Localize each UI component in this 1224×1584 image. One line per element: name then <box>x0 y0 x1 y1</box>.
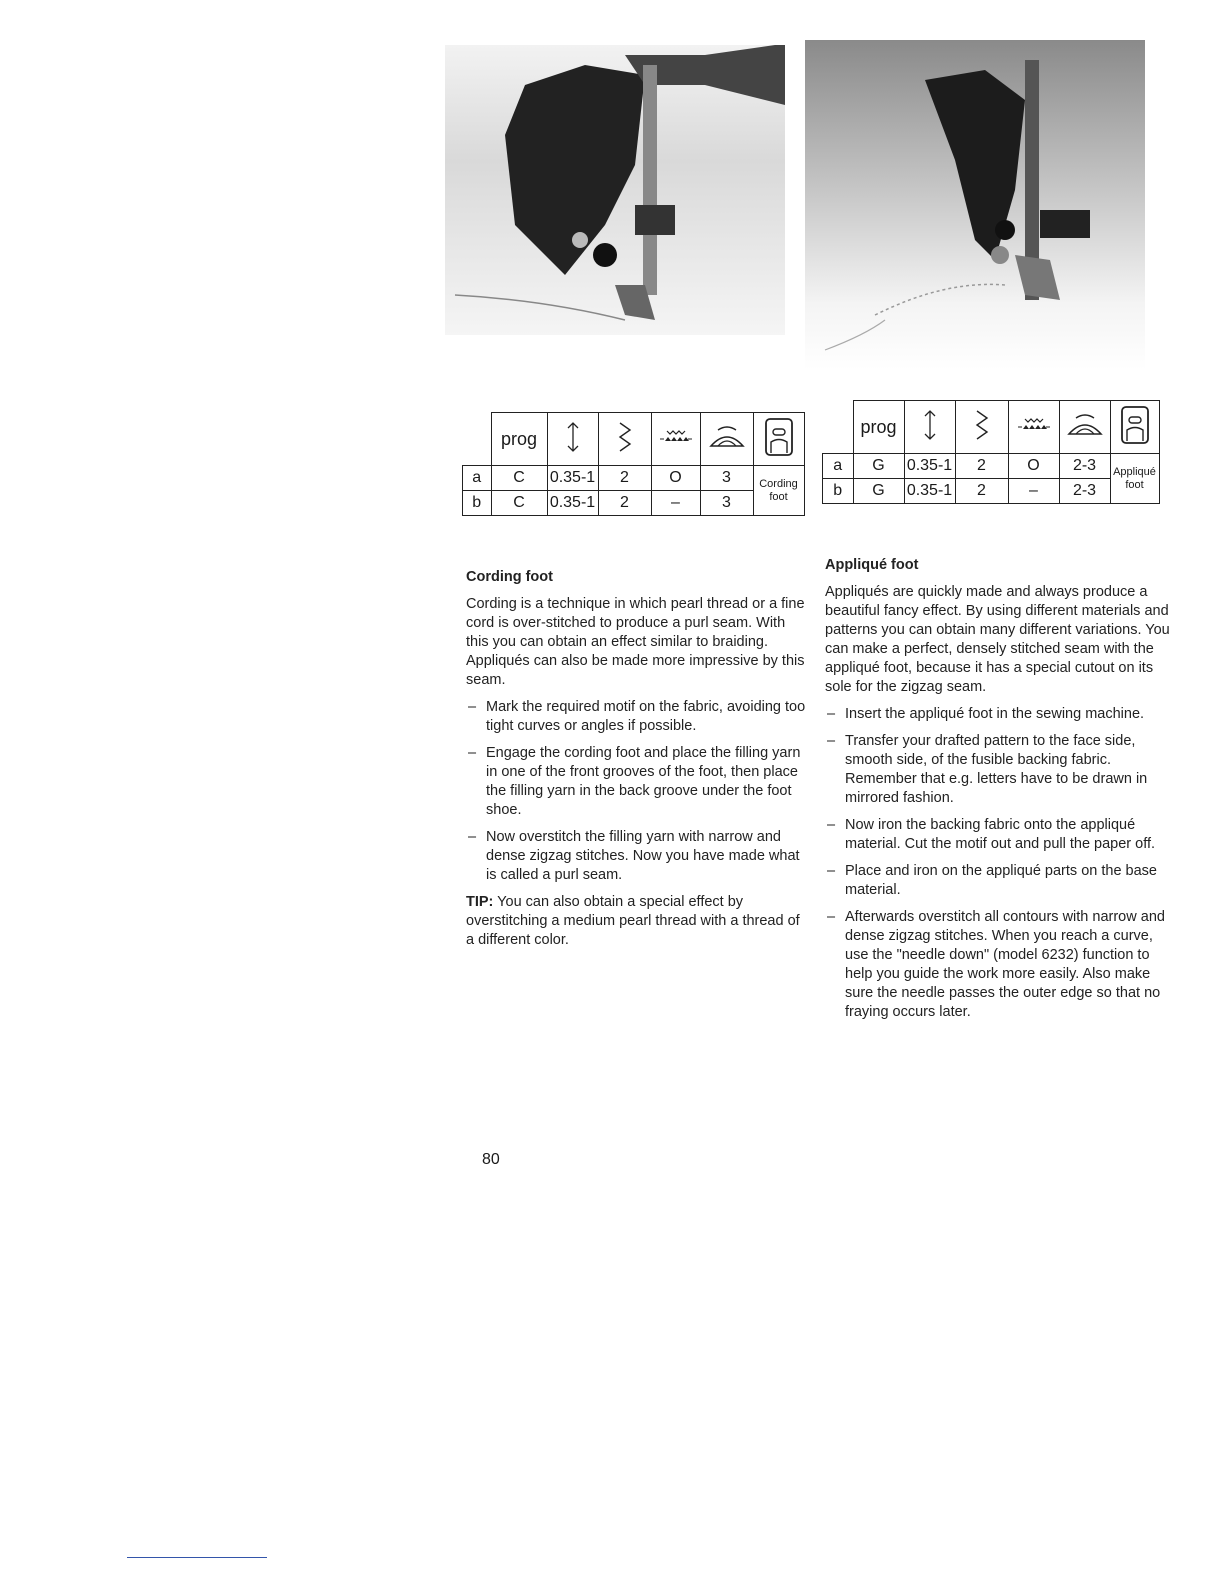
feed-dog-icon <box>651 413 700 466</box>
presser-foot-pressure-icon <box>700 413 753 466</box>
stitch-width-icon <box>955 401 1008 454</box>
applique-foot-section <box>825 556 1170 1030</box>
sewing-machine-illustration <box>445 45 785 335</box>
stitch-length-icon <box>904 401 955 454</box>
table-row <box>823 479 1160 504</box>
prog-header: prog <box>491 413 547 466</box>
stitch-length-icon <box>547 413 598 466</box>
pressure-value: 2-3 <box>1059 479 1110 504</box>
width-value: 2 <box>598 491 651 516</box>
presser-foot-icon <box>753 413 804 466</box>
section-intro: Appliqués are quickly made and always produce a beautiful fancy effect. By using different materials and patterns you can obtain many different variations. You can make a perfect, densely stitched seam with the appliqué foot, because it has a special cutout on its sole for the zigzag seam. <box>825 584 1170 695</box>
pressure-value: 3 <box>700 491 753 516</box>
tip-label: TIP: <box>466 894 494 910</box>
applique-foot-photo <box>805 40 1145 370</box>
foot-name: Cording foot <box>753 466 804 516</box>
list-item: – Transfer your drafted pattern to the face side, smooth side, of the fusible backing fabric. Remember that e.g. letters have to be drawn in mirrored fashion. <box>825 732 1170 808</box>
table-row <box>463 491 805 516</box>
tip <box>466 893 806 950</box>
feed-value: – <box>651 491 700 516</box>
feed-value: – <box>1008 479 1059 504</box>
list-item: – Afterwards overstitch all contours with narrow and dense zigzag stitches. When you reach a curve, use the "needle down" (model 6232) function to help you guide the work more easily. Also make sure the needle passes the outer edge so that no fraying occurs later. <box>825 908 1170 1022</box>
prog-value: C <box>491 466 547 491</box>
sewing-machine-illustration <box>805 40 1145 370</box>
list-item: – Insert the appliqué foot in the sewing machine. <box>825 705 1170 724</box>
cording-foot-section <box>466 568 806 958</box>
width-value: 2 <box>598 466 651 491</box>
length-value: 0.35-1 <box>904 479 955 504</box>
section-heading: Appliqué foot <box>825 557 919 573</box>
pressure-value: 3 <box>700 466 753 491</box>
length-value: 0.35-1 <box>904 454 955 479</box>
section-heading: Cording foot <box>466 569 553 585</box>
cording-foot-photo <box>445 45 785 335</box>
prog-header: prog <box>853 401 904 454</box>
row-label: a <box>463 466 492 491</box>
list-item: – Now overstitch the filling yarn with narrow and dense zigzag stitches. Now you have made what is called a purl seam. <box>466 828 806 885</box>
prog-value: G <box>853 454 904 479</box>
row-label: a <box>823 454 854 479</box>
cording-settings-table <box>462 412 805 516</box>
row-label: b <box>463 491 492 516</box>
applique-settings-table <box>822 400 1160 504</box>
section-intro: Cording is a technique in which pearl thread or a fine cord is over-stitched to produce a purl seam. With this you can obtain an effect similar to braiding. Appliqués can also be made more impressive by this seam. <box>466 596 805 688</box>
list-item: – Place and iron on the appliqué parts on the base material. <box>825 862 1170 900</box>
width-value: 2 <box>955 479 1008 504</box>
list-item: – Mark the required motif on the fabric, avoiding too tight curves or angles if possible. <box>466 698 806 736</box>
stitch-width-icon <box>598 413 651 466</box>
presser-foot-icon <box>1110 401 1159 454</box>
step-list <box>825 705 1170 1022</box>
tip-text: You can also obtain a special effect by overstitching a medium pearl thread with a thread of a different color. <box>466 894 800 948</box>
width-value: 2 <box>955 454 1008 479</box>
feed-value: O <box>1008 454 1059 479</box>
page-number: 80 <box>482 1151 500 1168</box>
foot-name: Appliqué foot <box>1110 454 1159 504</box>
length-value: 0.35-1 <box>547 491 598 516</box>
pressure-value: 2-3 <box>1059 454 1110 479</box>
feed-value: O <box>651 466 700 491</box>
prog-value: C <box>491 491 547 516</box>
list-item: – Engage the cording foot and place the filling yarn in one of the front grooves of the foot, then place the filling yarn in the back groove under the foot shoe. <box>466 744 806 820</box>
divider <box>127 1557 267 1558</box>
table-row <box>823 454 1160 479</box>
presser-foot-pressure-icon <box>1059 401 1110 454</box>
length-value: 0.35-1 <box>547 466 598 491</box>
row-label: b <box>823 479 854 504</box>
list-item: – Now iron the backing fabric onto the appliqué material. Cut the motif out and pull the paper off. <box>825 816 1170 854</box>
feed-dog-icon <box>1008 401 1059 454</box>
prog-value: G <box>853 479 904 504</box>
step-list <box>466 698 806 885</box>
table-row <box>463 466 805 491</box>
